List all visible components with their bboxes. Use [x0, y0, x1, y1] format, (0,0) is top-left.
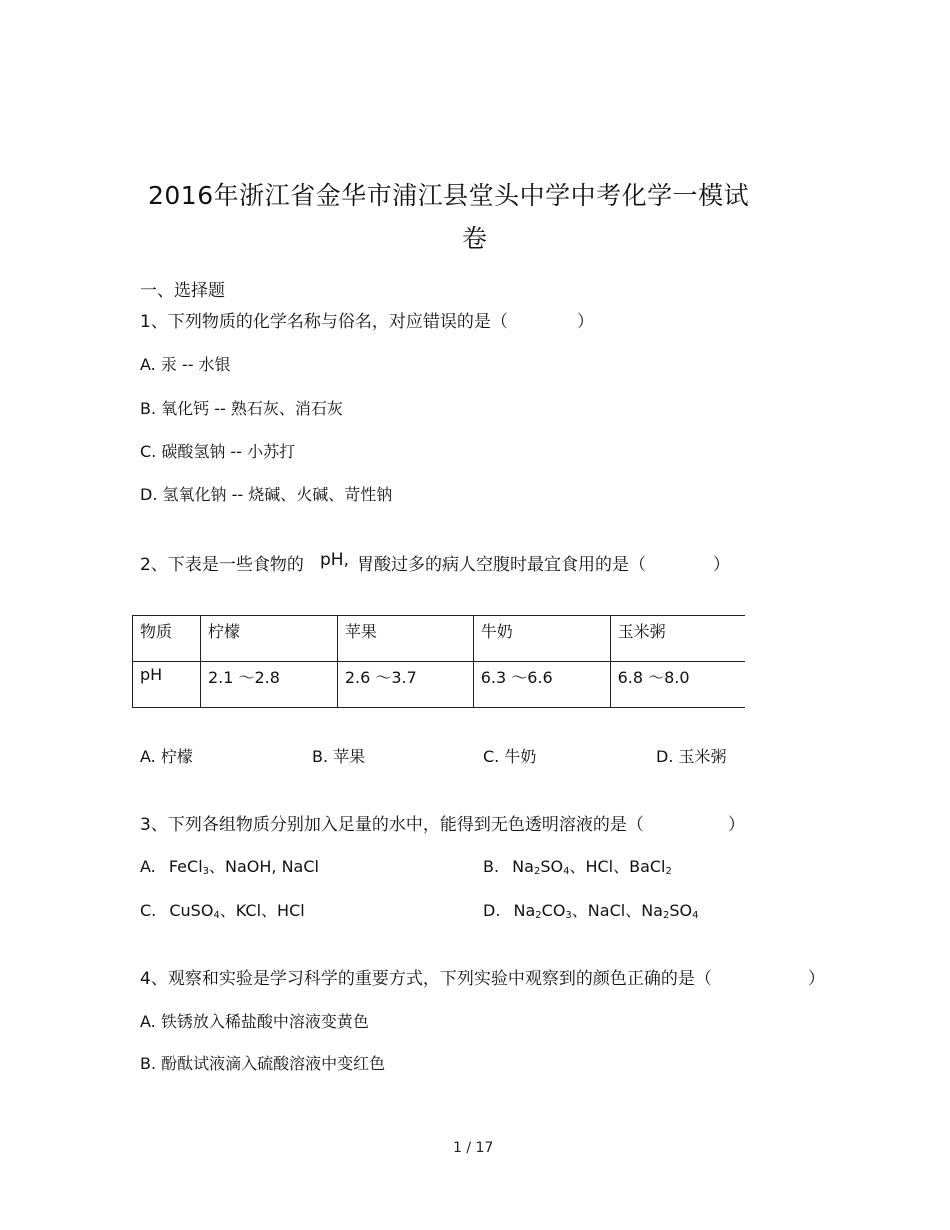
question-3-option-a: [140, 854, 319, 877]
question-1-option-b: B. 氧化钙 -- 熟石灰、消石灰: [140, 399, 343, 418]
question-3-paren-close: ）: [728, 815, 745, 835]
formula-text: 、NaCl、Na: [571, 901, 663, 920]
formula-text: CO: [541, 901, 566, 920]
option-label: D.: [483, 901, 501, 920]
formula-text: 、HCl、BaCl: [569, 857, 666, 876]
question-1-paren-close: ）: [577, 312, 594, 332]
question-2-paren-close: ）: [713, 555, 730, 575]
table-header-cell: 柠檬: [200, 616, 337, 662]
page-title-continued: 卷: [462, 224, 488, 253]
question-3-option-c: [140, 898, 305, 921]
formula-text: 、KCl、HCl: [219, 901, 305, 920]
formula-subscript: 2: [662, 910, 670, 921]
table-header-cell: 苹果: [337, 616, 473, 662]
question-1-option-d: D. 氢氧化钠 -- 烧碱、火碱、苛性钠: [140, 485, 393, 504]
table-cell: 6.3 ～6.6: [473, 662, 610, 708]
formula-subscript: 3: [565, 910, 572, 921]
table-cell: 2.6 ～3.7: [337, 662, 473, 708]
formula-text: Na: [512, 857, 534, 876]
formula-text: Na: [513, 901, 536, 920]
ph-table: [132, 615, 745, 708]
formula-text: 、NaOH, NaCl: [209, 857, 319, 876]
page-title: 2016年浙江省金华市浦江县堂头中学中考化学一模试: [148, 181, 750, 210]
formula-subscript: 3: [202, 866, 210, 877]
question-3-stem: 3、下列各组物质分别加入足量的水中，能得到无色透明溶液的是（: [140, 815, 644, 835]
formula-subscript: 4: [692, 910, 699, 921]
question-1-option-c: C. 碳酸氢钠 -- 小苏打: [140, 442, 296, 461]
table-cell: 6.8 ～8.0: [610, 662, 745, 708]
question-4-option-b: B. 酚酞试液滴入硫酸溶液中变红色: [140, 1054, 386, 1073]
question-2-option-c: C. 牛奶: [483, 747, 537, 766]
table-header-cell: 牛奶: [473, 616, 610, 662]
question-4-stem: 4、观察和实验是学习科学的重要方式，下列实验中观察到的颜色正确的是（: [140, 969, 712, 989]
page-number: 1 / 17: [453, 1140, 494, 1156]
table-cell: pH: [133, 662, 201, 708]
table-row: [133, 616, 746, 662]
question-2-option-b: B. 苹果: [312, 747, 366, 766]
formula-text: SO: [669, 901, 693, 920]
question-2-stem-rest: 胃酸过多的病人空腹时最宜食用的是（: [357, 555, 646, 575]
table-row: [133, 662, 746, 708]
option-label: C.: [140, 901, 157, 920]
option-label: A.: [140, 857, 156, 876]
formula-text: CuSO: [169, 901, 214, 920]
question-1-stem: 1、下列物质的化学名称与俗名，对应错误的是（: [140, 312, 508, 332]
question-3-option-d: [483, 898, 698, 921]
question-2-stem-ph: pH,: [320, 550, 349, 570]
formula-subscript: 4: [563, 866, 570, 877]
question-4-paren-close: ）: [808, 969, 825, 989]
question-2-stem: 2、下表是一些食物的: [140, 555, 304, 575]
question-1-option-a: A. 汞 -- 水银: [140, 355, 231, 374]
section-heading: 一、选择题: [140, 281, 225, 301]
formula-subscript: 2: [533, 866, 541, 877]
question-2-option-d: D. 玉米粥: [656, 747, 727, 766]
option-label: B.: [483, 857, 500, 876]
formula-subscript: 2: [535, 910, 542, 921]
question-4-option-a: A. 铁锈放入稀盐酸中溶液变黄色: [140, 1012, 369, 1031]
formula-text: FeCl: [168, 857, 203, 876]
question-3-option-b: [483, 854, 672, 877]
formula-text: SO: [540, 857, 564, 876]
table-header-cell: 玉米粥: [610, 616, 745, 662]
question-2-option-a: A. 柠檬: [140, 747, 193, 766]
table-header-cell: 物质: [133, 616, 201, 662]
formula-subscript: 2: [665, 866, 672, 877]
formula-subscript: 4: [213, 910, 220, 921]
table-cell: 2.1 ～2.8: [200, 662, 337, 708]
